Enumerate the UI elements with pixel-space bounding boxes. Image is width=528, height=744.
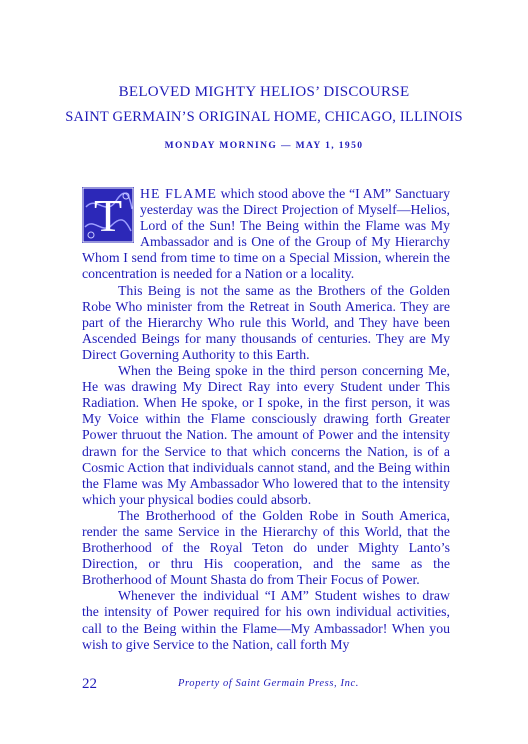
decorative-initial-icon: [82, 187, 134, 243]
discourse-title: BELOVED MIGHTY HELIOS’ DISCOURSE: [118, 84, 410, 100]
paragraph-3: When the Being spoke in the third person concerning Me, He was drawing My Direct Ray into every Student under This Radiation. When He spoke, or I spoke, in the first person, it was My Voice within the Flame consciously drawing forth Greater Power thruout the Nation. The amount of Power and the intensity drawn for the Service to that which concerns the Nation, is of a Cosmic Action that individuals cannot stand, and the Being within the Flame was My Ambassador Who lowered that to the intensity which your physical bodies could absorb.: [82, 363, 450, 507]
discourse-dateline: MONDAY MORNING — MAY 1, 1950: [164, 141, 364, 151]
page-number: 22: [82, 676, 97, 692]
paragraph-1-text: which stood above the “I AM” Sanctuary yesterday was the Direct Projection of Myself—Helios, Lord of the Sun! The Being within the Flame was My Ambassador and is One of the Group of My Hierarchy Whom I send from time to time on a Special Mission, wherein the concentration is needed for a Nation or a locality.: [82, 186, 450, 282]
paragraph-4: The Brotherhood of the Golden Robe in South America, render the same Service in the Hierarchy of this World, that the Brotherhood of the Royal Teton do under Mighty Lanto’s Direction, or thru His cooperation, and the same as the Brotherhood of Mount Shasta do from Their Focus of Power.: [82, 507, 450, 588]
drop-cap-ornament: [82, 187, 134, 243]
lead-words: HE FLAME: [140, 186, 217, 201]
paragraph-1: [82, 186, 450, 283]
discourse-location: SAINT GERMAIN’S ORIGINAL HOME, CHICAGO, ILLINOIS: [65, 109, 463, 125]
paragraph-2: This Being is not the same as the Brothers of the Golden Robe Who minister from the Retreat in South America. They are part of the Hierarchy Who rule this World, and They have been Ascended Beings for many thousands of centuries. They are My Direct Governing Authority to this Earth.: [82, 282, 450, 362]
drop-cap-letter: T: [93, 190, 123, 241]
publisher-notice: Property of Saint Germain Press, Inc.: [178, 678, 359, 689]
paragraph-5: Whenever the individual “I AM” Student wishes to draw the intensity of Power required for his own individual activities, call to the Being within the Flame—My Ambassador! When you wish to give Service to the Nation, call forth My: [82, 588, 450, 652]
discourse-body: [82, 186, 450, 653]
